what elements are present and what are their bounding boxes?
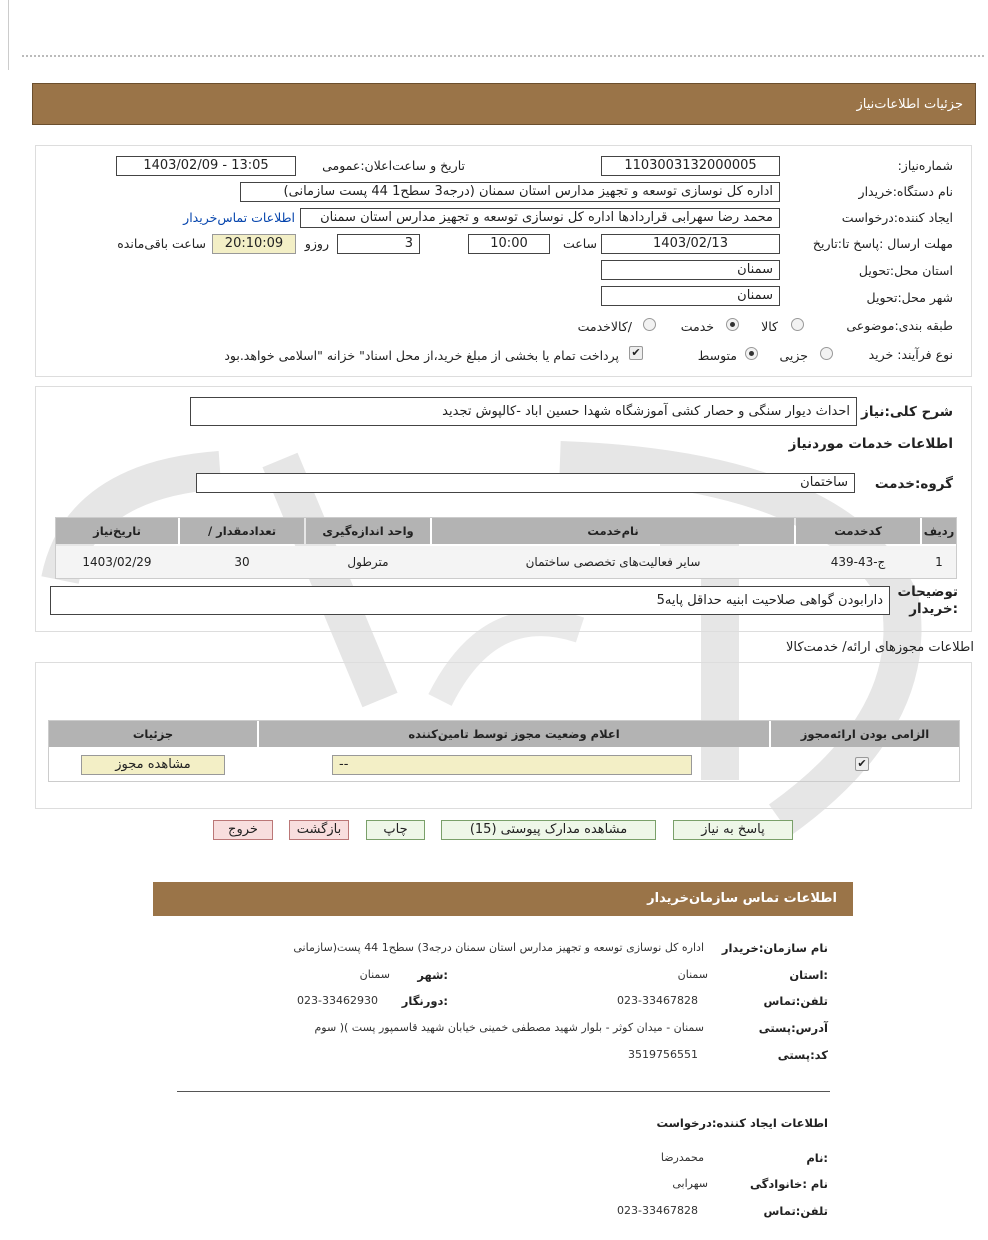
creator-name-label: :نام xyxy=(806,1151,828,1165)
page-title: جزئیات اطلاعات‌نیاز xyxy=(856,97,963,112)
service-group-field: ساختمان xyxy=(196,473,855,493)
cell-qty: 30 xyxy=(234,555,250,569)
deadline-time-field: 10:00 xyxy=(468,234,550,254)
treasury-payment-note: پرداخت تمام یا بخشی از مبلغ خرید،از محل اسناد" خزانه "اسلامی خواهد.بود xyxy=(224,348,619,363)
contact-phone-value: 023-33467828 xyxy=(617,994,698,1007)
process-radio-minor[interactable] xyxy=(820,347,833,360)
postal-value: 3519756551 xyxy=(628,1048,698,1061)
permit-header-details: جزئیات xyxy=(49,721,257,747)
org-label: نام سازمان:خریدار xyxy=(721,941,828,955)
contact-phone-label: تلفن:تماس xyxy=(763,994,828,1008)
summary-label: شرح کلی:نیاز xyxy=(861,404,953,420)
back-button[interactable]: بازگشت xyxy=(289,820,349,840)
city-field: سمنان xyxy=(601,286,780,306)
permit-required-checkbox[interactable]: ✔ xyxy=(855,757,869,771)
cell-row: 1 xyxy=(935,555,943,569)
col-header-date: تاریخ‌نیاز xyxy=(56,518,178,544)
category-radio-goods-service[interactable] xyxy=(643,318,656,331)
permits-heading: اطلاعات مجوزهای ارائه/ خدمت‌کالا xyxy=(785,640,974,655)
table-row xyxy=(49,749,959,781)
creator-section-heading: اطلاعات ایجاد کننده:درخواست xyxy=(656,1116,828,1130)
col-header-name: نام‌خدمت xyxy=(432,518,794,544)
category-option-goods: کالا xyxy=(761,319,778,334)
deadline-time-label: ساعت xyxy=(562,236,597,251)
col-header-row: ردیف xyxy=(922,518,956,544)
deadline-label: مهلت ارسال :پاسخ تا:تاریخ xyxy=(812,236,953,251)
contact-province-value: سمنان xyxy=(677,968,708,981)
announce-label: تاریخ و ساعت‌اعلان:عمومی xyxy=(322,158,465,173)
col-header-unit: واحد اندازه‌گیری xyxy=(306,518,430,544)
creator-label: ایجاد کننده:درخواست xyxy=(841,210,953,225)
buyer-notes-field: دارابودن گواهی صلاحیت ابنیه حداقل پایه5 xyxy=(50,586,890,615)
process-radio-medium[interactable] xyxy=(745,347,758,360)
postal-label: کد:پستی xyxy=(777,1048,828,1062)
buyer-contact-link[interactable]: اطلاعات تماس‌خریدار xyxy=(183,210,295,225)
view-attachments-button[interactable]: مشاهده مدارک پیوستی (15) xyxy=(441,820,656,840)
fax-label: :دورنگار xyxy=(401,994,448,1008)
top-divider xyxy=(22,55,984,57)
page-header xyxy=(32,83,976,125)
need-number-field: 1103003132000005 xyxy=(601,156,780,176)
services-heading: اطلاعات خدمات موردنیاز xyxy=(788,436,953,452)
category-option-service: خدمت xyxy=(680,319,714,334)
creator-phone-label: تلفن:تماس xyxy=(763,1204,828,1218)
col-header-code: کدخدمت xyxy=(796,518,920,544)
process-label: نوع فرآیند: خرید xyxy=(868,347,953,362)
days-field: 3 xyxy=(337,234,420,254)
process-option-medium: متوسط xyxy=(697,348,737,363)
fax-value: 023-33462930 xyxy=(297,994,378,1007)
service-group-label: گروه:خدمت xyxy=(874,476,953,492)
left-border xyxy=(8,0,9,70)
print-button[interactable]: چاپ xyxy=(366,820,425,840)
buyer-field: اداره کل نوسازی توسعه و تجهیز مدارس استان سمنان (درجه3 سطح1 44 پست سازمانی) xyxy=(240,182,780,202)
province-field: سمنان xyxy=(601,260,780,280)
creator-name-value: محمدرضا xyxy=(660,1151,704,1164)
contact-divider xyxy=(177,1091,830,1092)
remaining-time-field: 20:10:09 xyxy=(212,234,296,254)
services-table xyxy=(55,517,957,579)
contact-city-value: سمنان xyxy=(359,968,390,981)
treasury-checkbox[interactable]: ✔ xyxy=(629,346,643,360)
summary-field: احداث دیوار سنگی و حصار کشی آموزشگاه شهدا حسین اباد -کالپوش تجدید xyxy=(190,397,857,426)
reply-button[interactable]: پاسخ به نیاز xyxy=(673,820,793,840)
process-option-minor: جزیی xyxy=(779,348,808,363)
cell-name: سایر فعالیت‌های تخصصی ساختمان xyxy=(525,555,701,569)
need-info-panel xyxy=(35,145,972,377)
category-option-goods-service: /کالاخدمت xyxy=(577,319,632,334)
city-label: شهر محل:تحویل xyxy=(866,290,953,305)
cell-code: ج-43-439 xyxy=(830,555,886,569)
permits-table xyxy=(48,720,960,782)
category-radio-service[interactable] xyxy=(726,318,739,331)
permit-header-required: الزامی بودن ارائه‌مجوز xyxy=(771,721,959,747)
permit-status-field[interactable]: -- xyxy=(332,755,692,775)
cell-date: 1403/02/29 xyxy=(82,555,152,569)
cell-unit: مترطول xyxy=(347,555,389,569)
category-radio-goods[interactable] xyxy=(791,318,804,331)
days-label: روزو xyxy=(304,236,329,251)
province-label: استان محل:تحویل xyxy=(858,263,953,278)
creator-phone-value: 023-33467828 xyxy=(617,1204,698,1217)
permit-header-status: اعلام وضعیت مجوز توسط تامین‌کننده xyxy=(259,721,769,747)
creator-family-label: نام :خانوادگی xyxy=(750,1177,828,1191)
contact-heading: اطلاعات تماس سازمان‌خریدار xyxy=(647,891,837,906)
creator-family-value: سهرابی xyxy=(672,1177,708,1190)
buyer-label: نام دستگاه:خریدار xyxy=(858,184,953,199)
contact-city-label: :شهر xyxy=(417,968,448,982)
col-header-qty: / تعدادمقدار xyxy=(180,518,304,544)
contact-province-label: :استان xyxy=(789,968,828,982)
address-value: سمنان - میدان کوثر - بلوار شهید مصطفی خمینی خیابان شهید قاسمپور پست )( سوم xyxy=(314,1021,704,1034)
view-permit-button[interactable]: مشاهده مجوز xyxy=(81,755,225,775)
address-label: آدرس:پستی xyxy=(758,1021,828,1035)
exit-button[interactable]: خروج xyxy=(213,820,273,840)
deadline-date-field: 1403/02/13 xyxy=(601,234,780,254)
table-row xyxy=(56,546,956,578)
buyer-notes-label: توضیحات :خریدار xyxy=(897,584,958,617)
category-label: طبقه بندی:موضوعی xyxy=(846,318,953,333)
announce-date-field: 1403/02/09 - 13:05 xyxy=(116,156,296,176)
need-number-label: شماره‌نیاز: xyxy=(897,158,953,173)
creator-field: محمد رضا سهرابی قراردادها اداره کل نوسازی توسعه و تجهیز مدارس استان سمنان xyxy=(300,208,780,228)
org-value: اداره کل نوسازی توسعه و تجهیز مدارس استان سمنان درجه3) سطح1 44 پست(سازمانی xyxy=(293,941,704,954)
remaining-label: ساعت باقی‌مانده xyxy=(117,236,206,251)
contact-header xyxy=(153,882,853,916)
